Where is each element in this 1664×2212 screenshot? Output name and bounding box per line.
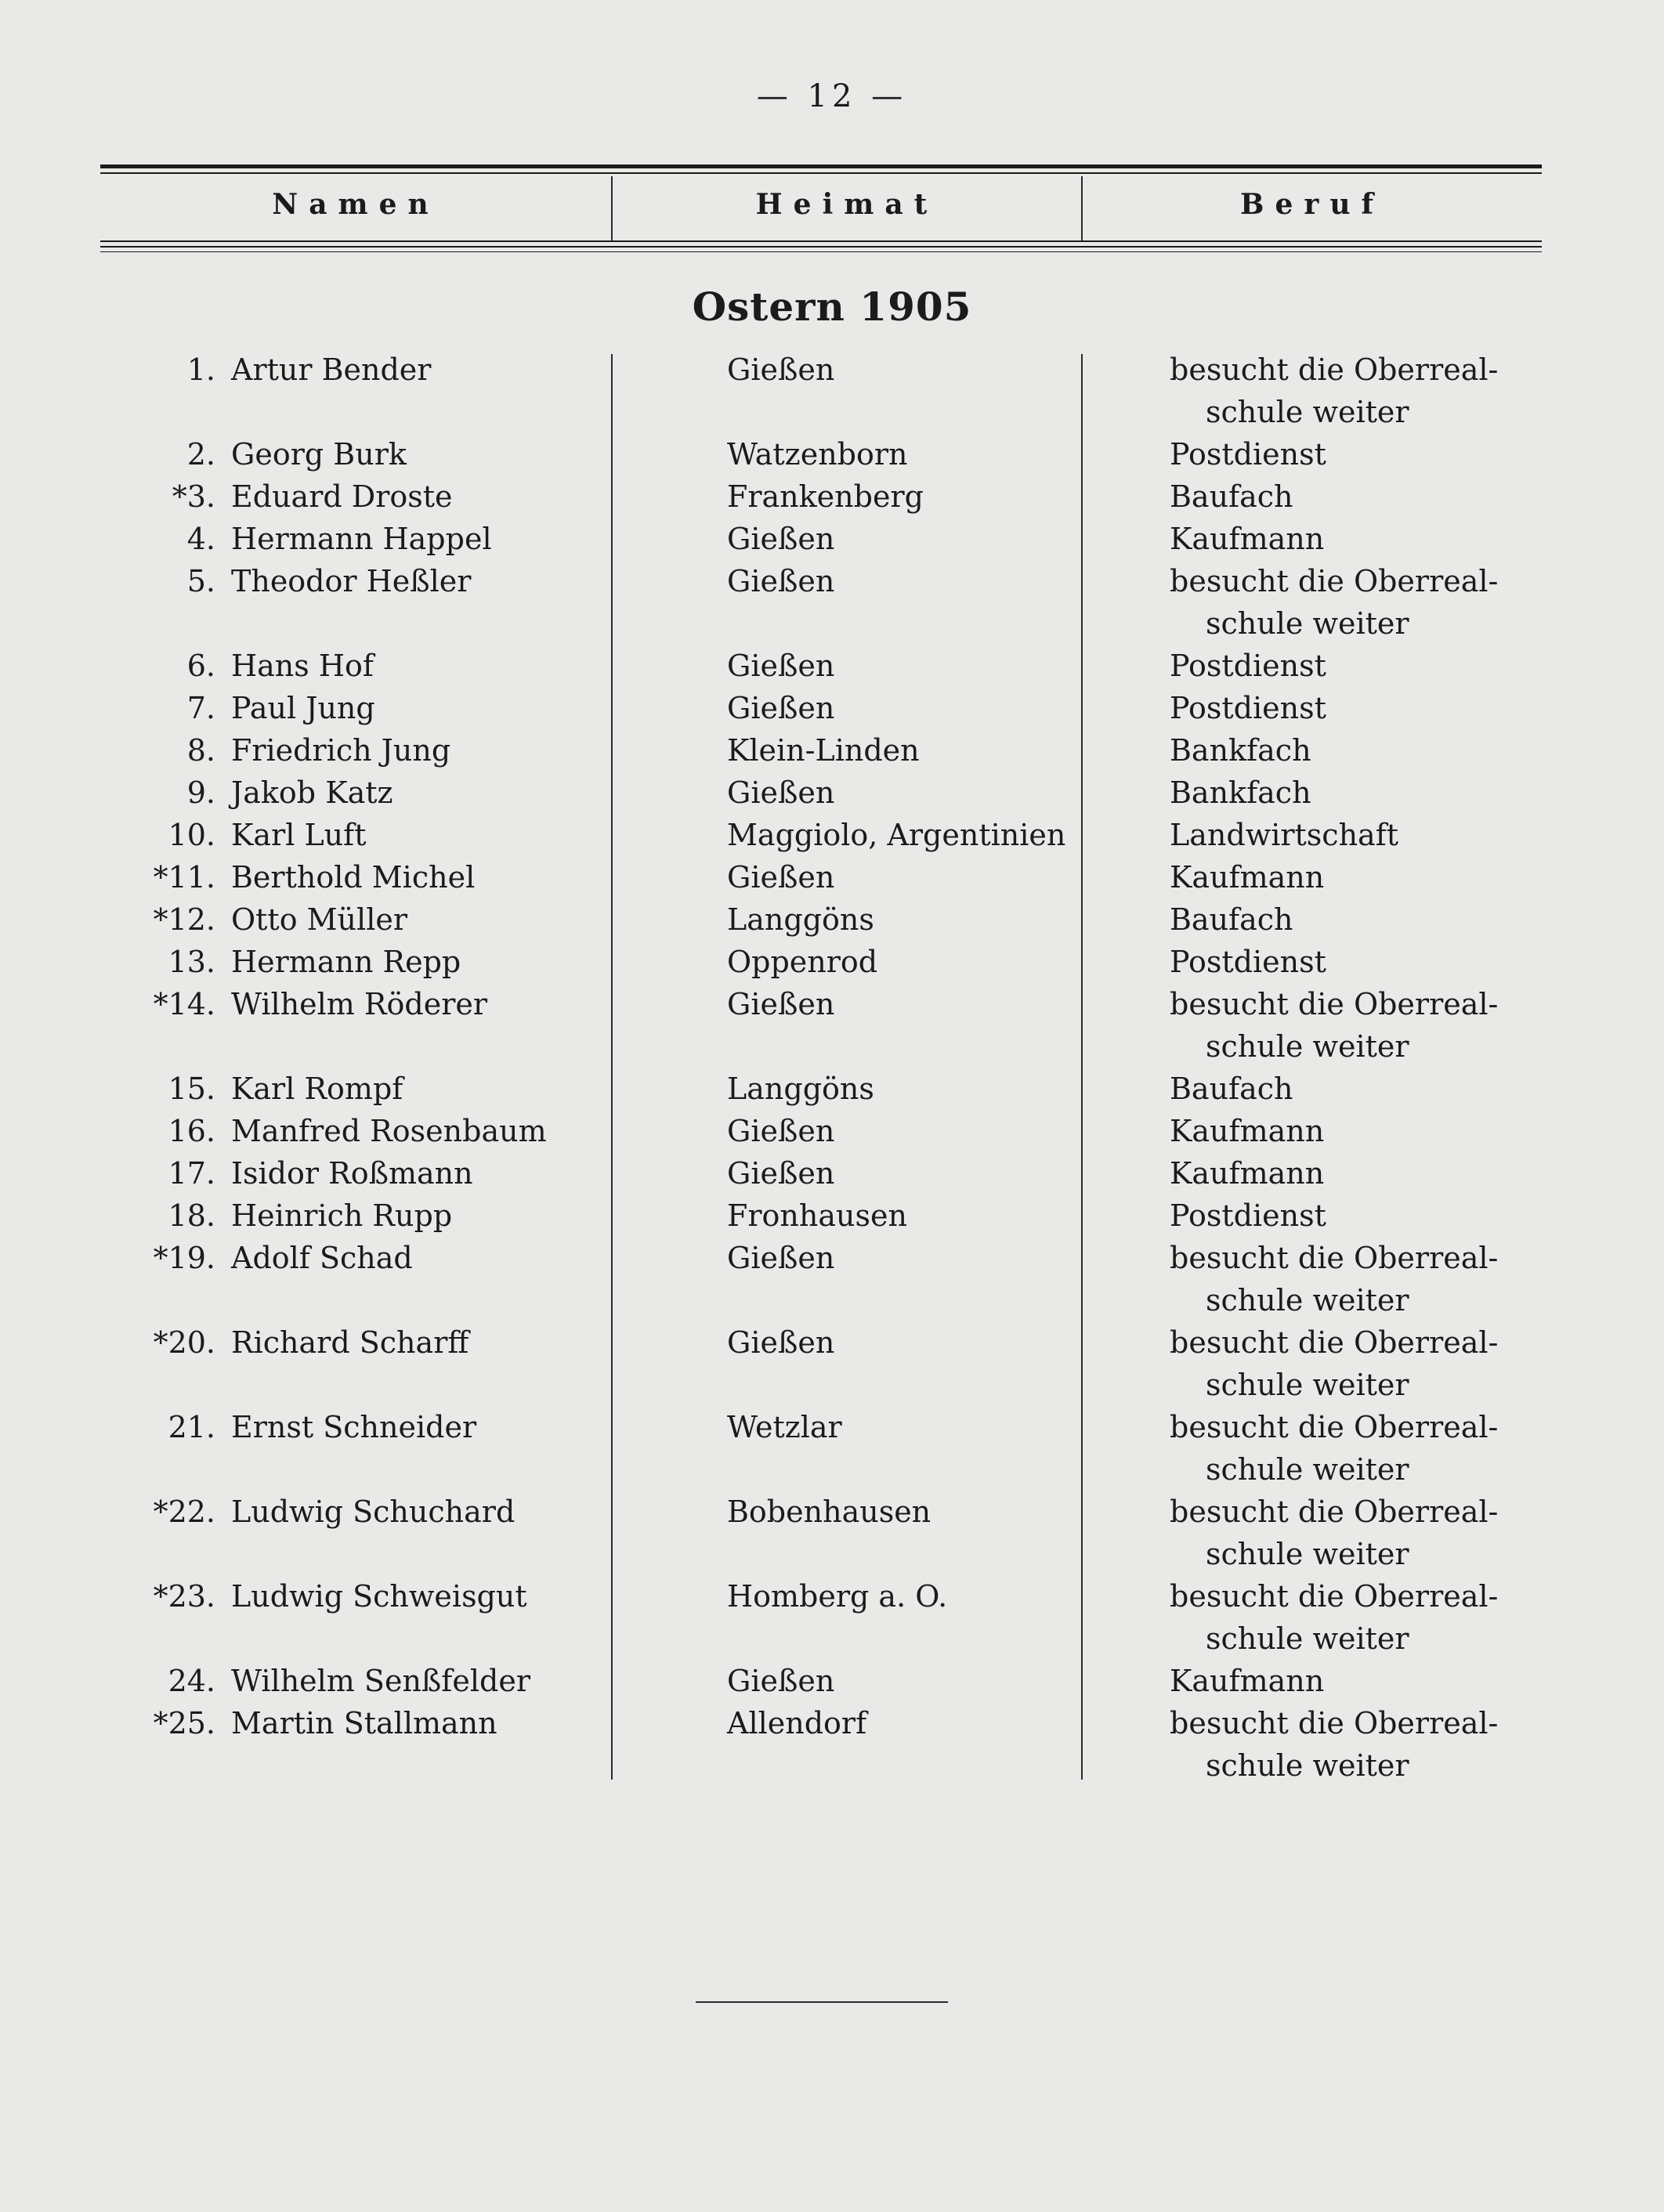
student-home: Gießen — [727, 775, 835, 810]
student-job — [1170, 856, 1324, 898]
list-row — [0, 941, 1664, 983]
row-number: *12. — [153, 902, 215, 937]
job-line: schule weiter — [1206, 1283, 1409, 1317]
student-home: Gießen — [727, 352, 835, 387]
student-home: Gießen — [727, 987, 835, 1021]
job-line: besucht die Oberreal- — [1170, 1410, 1499, 1444]
row-number: *22. — [153, 1495, 215, 1529]
student-job — [1170, 729, 1311, 772]
student-job — [1170, 1110, 1324, 1152]
student-name: Hermann Happel — [231, 522, 492, 556]
job-line: Kaufmann — [1170, 1114, 1325, 1148]
row-number: 15. — [168, 1072, 215, 1106]
student-job — [1170, 1321, 1498, 1406]
student-home: Gießen — [727, 649, 835, 683]
student-job — [1170, 518, 1324, 560]
row-number: *11. — [153, 860, 215, 895]
list-row — [0, 898, 1664, 941]
row-number: 10. — [168, 818, 215, 852]
header-divider-1 — [611, 176, 613, 240]
page-number: — 12 — — [756, 78, 908, 114]
student-home: Frankenberg — [727, 479, 924, 514]
job-line: Postdienst — [1170, 691, 1326, 725]
job-line: schule weiter — [1206, 1029, 1409, 1064]
student-job — [1170, 1660, 1324, 1702]
list-row — [0, 518, 1664, 560]
header-home: Heimat — [755, 188, 939, 221]
job-line: Postdienst — [1170, 649, 1326, 683]
student-home: Gießen — [727, 1325, 835, 1360]
list-row — [0, 856, 1664, 898]
header-name: Namen — [272, 188, 440, 221]
student-home: Gießen — [727, 860, 835, 895]
row-number: *14. — [153, 987, 215, 1021]
list-row — [0, 1491, 1664, 1575]
job-line: Postdienst — [1170, 1198, 1326, 1233]
list-row — [0, 1406, 1664, 1491]
section-title: Ostern 1905 — [692, 284, 972, 330]
job-line: schule weiter — [1206, 395, 1409, 429]
student-job — [1170, 983, 1498, 1068]
student-home: Maggiolo, Argentinien — [727, 818, 1066, 852]
student-name: Berthold Michel — [231, 860, 476, 895]
list-row — [0, 433, 1664, 475]
row-number: 17. — [168, 1156, 215, 1191]
row-number: 18. — [168, 1198, 215, 1233]
closing-rule — [696, 2001, 948, 2003]
job-line: Kaufmann — [1170, 860, 1325, 895]
job-line: Kaufmann — [1170, 522, 1325, 556]
job-line: Bankfach — [1170, 733, 1311, 768]
job-line: besucht die Oberreal- — [1170, 1325, 1499, 1360]
row-number: 16. — [168, 1114, 215, 1148]
list-row — [0, 475, 1664, 518]
student-list — [0, 349, 1664, 1787]
student-home: Gießen — [727, 522, 835, 556]
row-number: 21. — [168, 1410, 215, 1444]
job-line: schule weiter — [1206, 1537, 1409, 1571]
student-home: Klein-Linden — [727, 733, 920, 768]
header-bottom-rule — [100, 240, 1542, 242]
job-line: besucht die Oberreal- — [1170, 1579, 1499, 1614]
student-job — [1170, 1237, 1498, 1321]
list-row — [0, 1321, 1664, 1406]
student-home: Fronhausen — [727, 1198, 907, 1233]
job-line: Baufach — [1170, 479, 1293, 514]
student-name: Richard Scharff — [231, 1325, 469, 1360]
row-number: 8. — [186, 733, 215, 768]
list-row — [0, 1237, 1664, 1321]
list-row — [0, 1702, 1664, 1787]
student-home: Bobenhausen — [727, 1495, 931, 1529]
job-line: schule weiter — [1206, 1621, 1409, 1656]
student-name: Eduard Droste — [231, 479, 453, 514]
job-line: Bankfach — [1170, 775, 1311, 810]
header-top-rule-thin — [100, 172, 1542, 174]
job-line: schule weiter — [1206, 1452, 1409, 1487]
student-home: Oppenrod — [727, 945, 878, 979]
student-job — [1170, 1491, 1498, 1575]
job-line: schule weiter — [1206, 606, 1409, 641]
row-number: 1. — [186, 352, 215, 387]
job-line: Kaufmann — [1170, 1156, 1325, 1191]
student-name: Otto Müller — [231, 902, 407, 937]
student-name: Wilhelm Senßfelder — [231, 1664, 530, 1698]
list-row — [0, 687, 1664, 729]
job-line: schule weiter — [1206, 1368, 1409, 1402]
student-job — [1170, 645, 1326, 687]
row-number: *25. — [153, 1706, 215, 1740]
job-line: Landwirtschaft — [1170, 818, 1399, 852]
header-top-rule — [100, 164, 1542, 168]
student-home: Homberg a. O. — [727, 1579, 948, 1614]
job-line: schule weiter — [1206, 1748, 1409, 1783]
student-name: Wilhelm Röderer — [231, 987, 488, 1021]
student-job — [1170, 349, 1498, 433]
student-home: Gießen — [727, 1156, 835, 1191]
job-line: besucht die Oberreal- — [1170, 1495, 1499, 1529]
student-name: Karl Rompf — [231, 1072, 403, 1106]
student-name: Ernst Schneider — [231, 1410, 477, 1444]
student-job — [1170, 1702, 1498, 1787]
job-line: Baufach — [1170, 1072, 1293, 1106]
header-job: Beruf — [1240, 188, 1384, 221]
student-job — [1170, 814, 1398, 856]
student-home: Wetzlar — [727, 1410, 842, 1444]
row-number: *19. — [153, 1241, 215, 1275]
student-name: Adolf Schad — [231, 1241, 413, 1275]
student-job — [1170, 475, 1293, 518]
student-home: Gießen — [727, 564, 835, 598]
row-number: 24. — [168, 1664, 215, 1698]
row-number: 9. — [186, 775, 215, 810]
student-name: Hans Hof — [231, 649, 374, 683]
row-number: 4. — [186, 522, 215, 556]
row-number: *20. — [153, 1325, 215, 1360]
student-home: Gießen — [727, 691, 835, 725]
job-line: Postdienst — [1170, 437, 1326, 472]
student-job — [1170, 1068, 1293, 1110]
student-home: Watzenborn — [727, 437, 908, 472]
student-name: Friedrich Jung — [231, 733, 451, 768]
student-job — [1170, 941, 1326, 983]
list-row — [0, 814, 1664, 856]
student-home: Langgöns — [727, 1072, 874, 1106]
student-home: Gießen — [727, 1114, 835, 1148]
list-row — [0, 560, 1664, 645]
student-job — [1170, 772, 1311, 814]
list-row — [0, 983, 1664, 1068]
list-row — [0, 772, 1664, 814]
row-number: 13. — [168, 945, 215, 979]
student-job — [1170, 560, 1498, 645]
list-row — [0, 1152, 1664, 1195]
student-home: Allendorf — [727, 1706, 867, 1740]
row-number: 6. — [186, 649, 215, 683]
list-row — [0, 1660, 1664, 1702]
student-name: Hermann Repp — [231, 945, 461, 979]
header-divider-2 — [1081, 176, 1083, 240]
student-name: Ludwig Schuchard — [231, 1495, 515, 1529]
job-line: besucht die Oberreal- — [1170, 1241, 1499, 1275]
student-name: Artur Bender — [231, 352, 432, 387]
row-number: 5. — [186, 564, 215, 598]
list-row — [0, 1575, 1664, 1660]
student-name: Theodor Heßler — [231, 564, 472, 598]
list-row — [0, 645, 1664, 687]
student-job — [1170, 1406, 1498, 1491]
job-line: Postdienst — [1170, 945, 1326, 979]
job-line: Kaufmann — [1170, 1664, 1325, 1698]
student-home: Gießen — [727, 1241, 835, 1275]
student-home: Langgöns — [727, 902, 874, 937]
student-name: Georg Burk — [231, 437, 407, 472]
job-line: besucht die Oberreal- — [1170, 1706, 1499, 1740]
job-line: besucht die Oberreal- — [1170, 352, 1499, 387]
job-line: besucht die Oberreal- — [1170, 987, 1499, 1021]
student-job — [1170, 898, 1293, 941]
student-name: Paul Jung — [231, 691, 375, 725]
header-bottom-rule-2 — [100, 246, 1542, 248]
list-row — [0, 729, 1664, 772]
row-number: *3. — [172, 479, 215, 514]
student-name: Manfred Rosenbaum — [231, 1114, 547, 1148]
student-job — [1170, 433, 1326, 475]
row-number: 2. — [186, 437, 215, 472]
list-row — [0, 1068, 1664, 1110]
student-home: Gießen — [727, 1664, 835, 1698]
student-job — [1170, 1152, 1324, 1195]
list-row — [0, 1110, 1664, 1152]
student-job — [1170, 687, 1326, 729]
student-job — [1170, 1575, 1498, 1660]
student-name: Jakob Katz — [231, 775, 393, 810]
student-name: Heinrich Rupp — [231, 1198, 453, 1233]
job-line: Baufach — [1170, 902, 1293, 937]
list-row — [0, 349, 1664, 433]
student-name: Martin Stallmann — [231, 1706, 497, 1740]
student-name: Isidor Roßmann — [231, 1156, 473, 1191]
student-name: Ludwig Schweisgut — [231, 1579, 527, 1614]
student-name: Karl Luft — [231, 818, 367, 852]
row-number: *23. — [153, 1579, 215, 1614]
header-bottom-rule-3 — [100, 251, 1542, 252]
student-job — [1170, 1195, 1326, 1237]
job-line: besucht die Oberreal- — [1170, 564, 1499, 598]
list-row — [0, 1195, 1664, 1237]
row-number: 7. — [186, 691, 215, 725]
